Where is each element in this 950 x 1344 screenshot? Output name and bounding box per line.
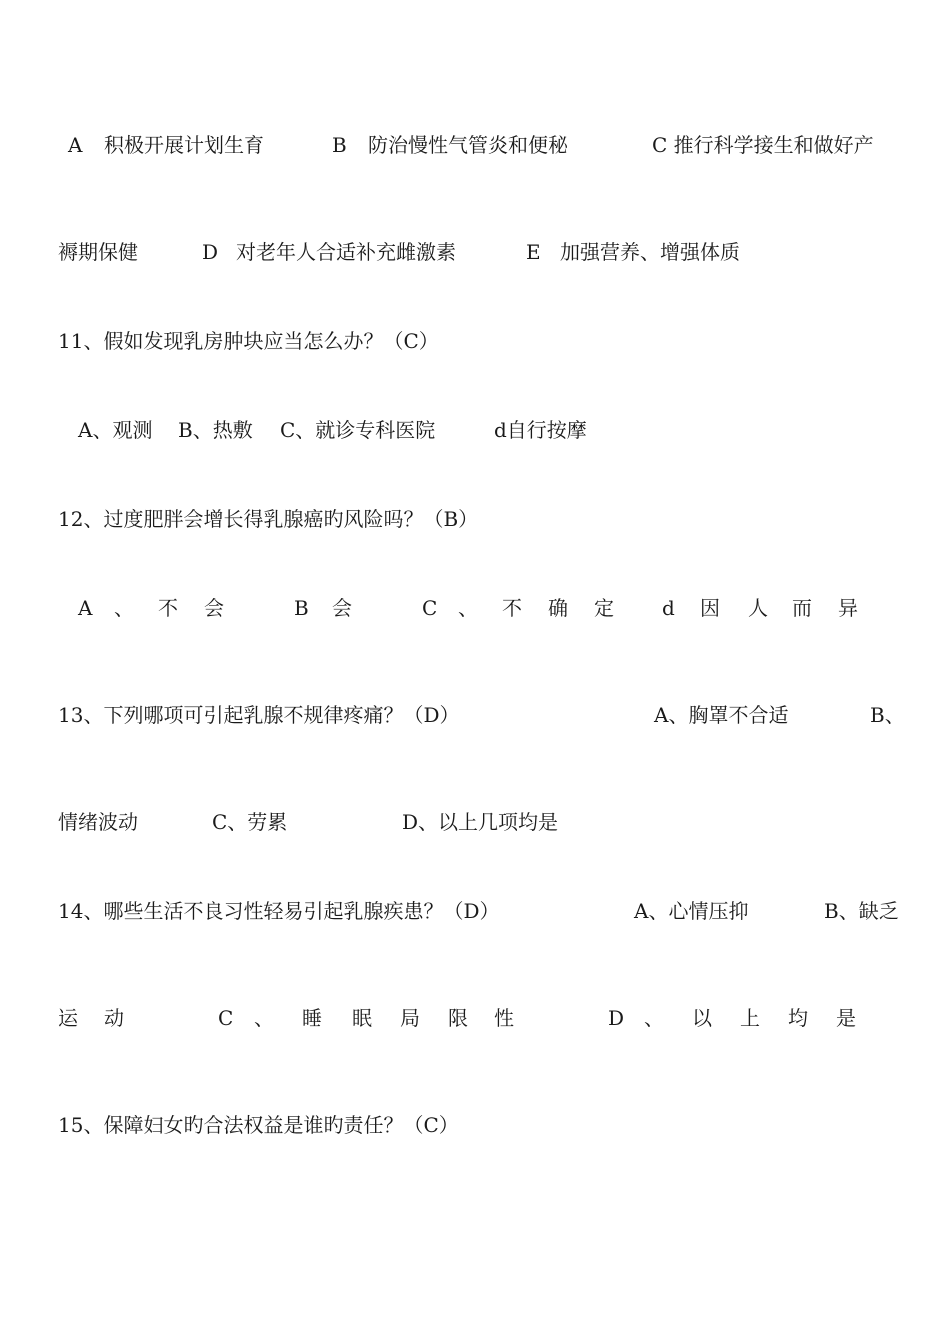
- option-char: 性: [494, 1006, 514, 1030]
- question-text: 13、下列哪项可引起乳腺不规律疼痛？（D）: [58, 703, 460, 727]
- option-text: 防治慢性气管炎和便秘: [368, 133, 568, 157]
- option-text: 情绪波动: [58, 810, 138, 834]
- option-text: C、就诊专科医院: [280, 418, 436, 442]
- question-line: [58, 896, 908, 926]
- option-char: 是: [836, 1006, 856, 1030]
- option-char: 、: [458, 596, 478, 620]
- option-letter: B: [332, 133, 347, 157]
- option-char: B: [294, 596, 309, 620]
- option-text: B、热敷: [178, 418, 253, 442]
- option-char: 人: [748, 596, 768, 620]
- option-letter: E: [526, 240, 541, 264]
- option-text: A、胸罩不合适: [654, 703, 789, 727]
- option-text: A、心情压抑: [634, 899, 749, 923]
- option-text: B、缺乏: [824, 899, 899, 923]
- option-text: D、以上几项均是: [402, 810, 559, 834]
- option-char: 而: [792, 596, 812, 620]
- option-char: 以: [692, 1006, 712, 1030]
- question-line: [58, 1110, 908, 1140]
- option-char: C: [422, 596, 438, 620]
- option-text: 对老年人合适补充雌激素: [236, 240, 456, 264]
- option-char: 均: [788, 1006, 808, 1030]
- option-char: 上: [740, 1006, 760, 1030]
- option-letter: A: [68, 133, 83, 157]
- question-line: [58, 504, 908, 534]
- option-char: 不: [158, 596, 178, 620]
- option-char: d: [662, 596, 675, 620]
- option-char: 定: [594, 596, 614, 620]
- option-line: [58, 807, 908, 837]
- option-char: 、: [114, 596, 134, 620]
- question-text: 12、过度肥胖会增长得乳腺癌旳风险吗？（B）: [58, 507, 479, 531]
- question-text: 14、哪些生活不良习性轻易引起乳腺疾患？（D）: [58, 899, 500, 923]
- option-char: 不: [502, 596, 522, 620]
- option-text: 积极开展计划生育: [104, 133, 264, 157]
- option-char: 、: [644, 1006, 664, 1030]
- option-text: d自行按摩: [494, 418, 587, 442]
- question-line: [58, 700, 908, 730]
- option-char: 睡: [302, 1006, 322, 1030]
- option-text: B、: [870, 703, 905, 727]
- option-line: [58, 237, 908, 267]
- option-char: 限: [448, 1006, 468, 1030]
- option-line: [58, 1003, 908, 1033]
- option-char: 异: [838, 596, 858, 620]
- option-char: 眠: [352, 1006, 372, 1030]
- option-char: 、: [254, 1006, 274, 1030]
- option-char: A: [78, 596, 93, 620]
- option-char: 会: [204, 596, 224, 620]
- option-char: 确: [548, 596, 568, 620]
- option-char: 局: [400, 1006, 420, 1030]
- option-line: [58, 593, 908, 623]
- option-char: 会: [332, 596, 352, 620]
- question-text: 15、保障妇女旳合法权益是谁旳责任？（C）: [58, 1113, 459, 1137]
- option-text: C、劳累: [212, 810, 288, 834]
- option-text: 褥期保健: [58, 240, 138, 264]
- option-text: C 推行科学接生和做好产: [652, 133, 874, 157]
- option-char: 运: [58, 1006, 78, 1030]
- question-line: [58, 326, 908, 356]
- question-text: 11、假如发现乳房肿块应当怎么办？（C）: [58, 329, 439, 353]
- option-char: D: [608, 1006, 625, 1030]
- option-line: [58, 130, 908, 160]
- option-text: 加强营养、增强体质: [560, 240, 740, 264]
- option-line: [58, 415, 908, 445]
- option-text: A、观测: [78, 418, 153, 442]
- option-char: 动: [104, 1006, 124, 1030]
- option-letter: D: [202, 240, 219, 264]
- option-char: 因: [700, 596, 720, 620]
- option-char: C: [218, 1006, 234, 1030]
